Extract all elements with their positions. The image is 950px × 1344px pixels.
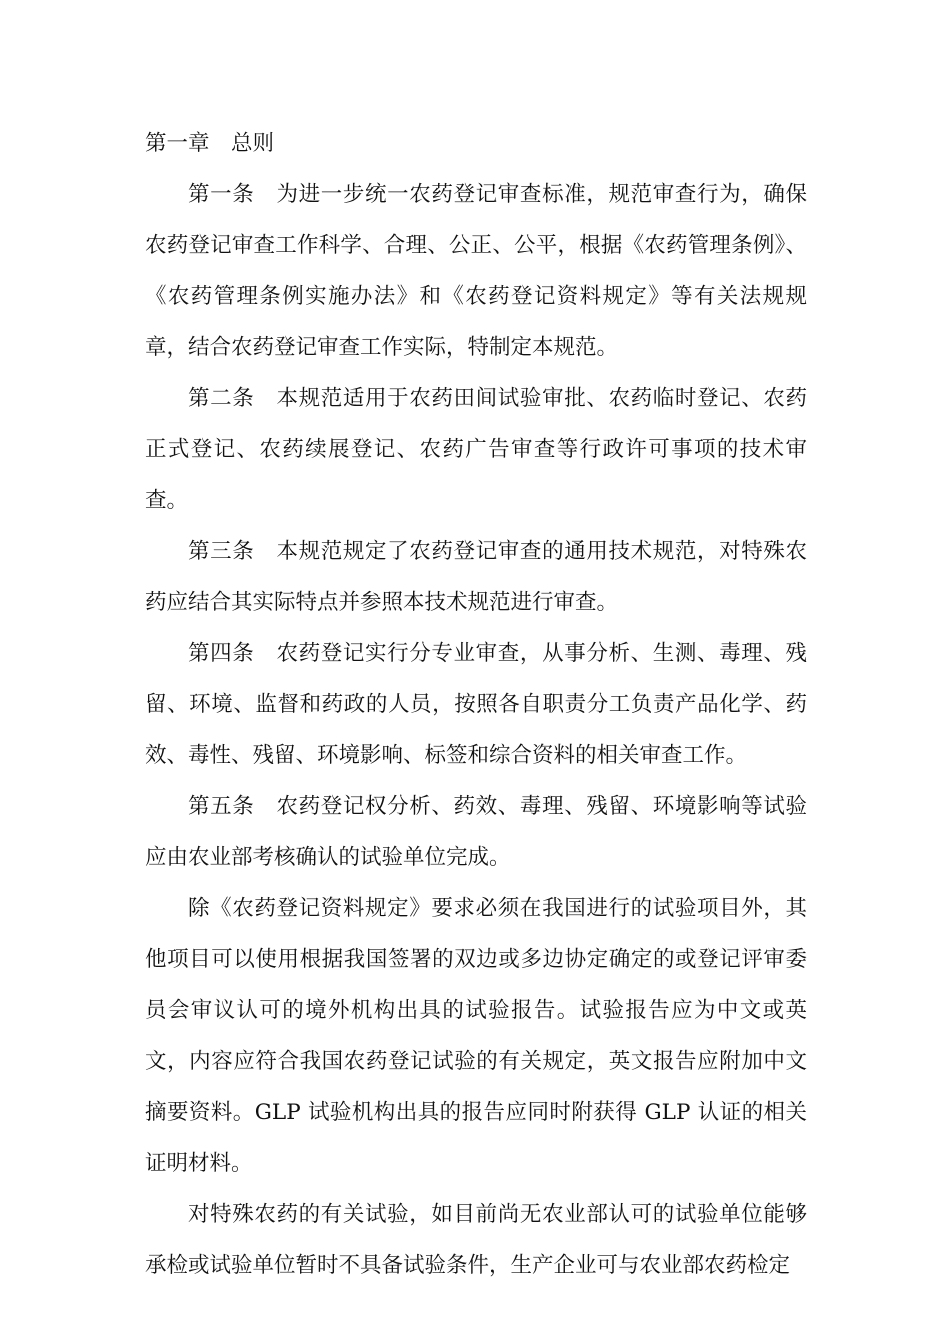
special-pesticides-paragraph: 对特殊农药的有关试验，如目前尚无农业部认可的试验单位能够承检或试验单位暂时不具备试验条件，生产企业可与农业部农药检定	[145, 1202, 807, 1278]
document-body	[145, 118, 807, 1291]
article-5-paragraph: 第五条 农药登记权分析、药效、毒理、残留、环境影响等试验应由农业部考核确认的试验单位完成。	[145, 794, 807, 870]
article-5-foreign-reports-paragraph: 除《农药登记资料规定》要求必须在我国进行的试验项目外，其他项目可以使用根据我国签署的双边或多边协定确定的或登记评审委员会审议认可的境外机构出具的试验报告。试验报告应为中文或英文，内容应符合我国农药登记试验的有关规定，英文报告应附加中文摘要资料。GLP 试验机构出具的报告应同时附获得 GLP 认证的相关证明材料。	[145, 896, 807, 1176]
article-1-paragraph: 第一条 为进一步统一农药登记审查标准，规范审查行为，确保农药登记审查工作科学、合理、公正、公平，根据《农药管理条例》、《农药管理条例实施办法》和《农药登记资料规定》等有关法规规章，结合农药登记审查工作实际，特制定本规范。	[145, 182, 807, 360]
article-4-paragraph: 第四条 农药登记实行分专业审查，从事分析、生测、毒理、残留、环境、监督和药政的人员，按照各自职责分工负责产品化学、药效、毒性、残留、环境影响、标签和综合资料的相关审查工作。	[145, 641, 807, 768]
chapter-heading: 第一章 总则	[145, 131, 275, 156]
article-3-paragraph: 第三条 本规范规定了农药登记审查的通用技术规范，对特殊农药应结合其实际特点并参照本技术规范进行审查。	[145, 539, 807, 615]
article-2-paragraph: 第二条 本规范适用于农药田间试验审批、农药临时登记、农药正式登记、农药续展登记、农药广告审查等行政许可事项的技术审查。	[145, 386, 807, 513]
